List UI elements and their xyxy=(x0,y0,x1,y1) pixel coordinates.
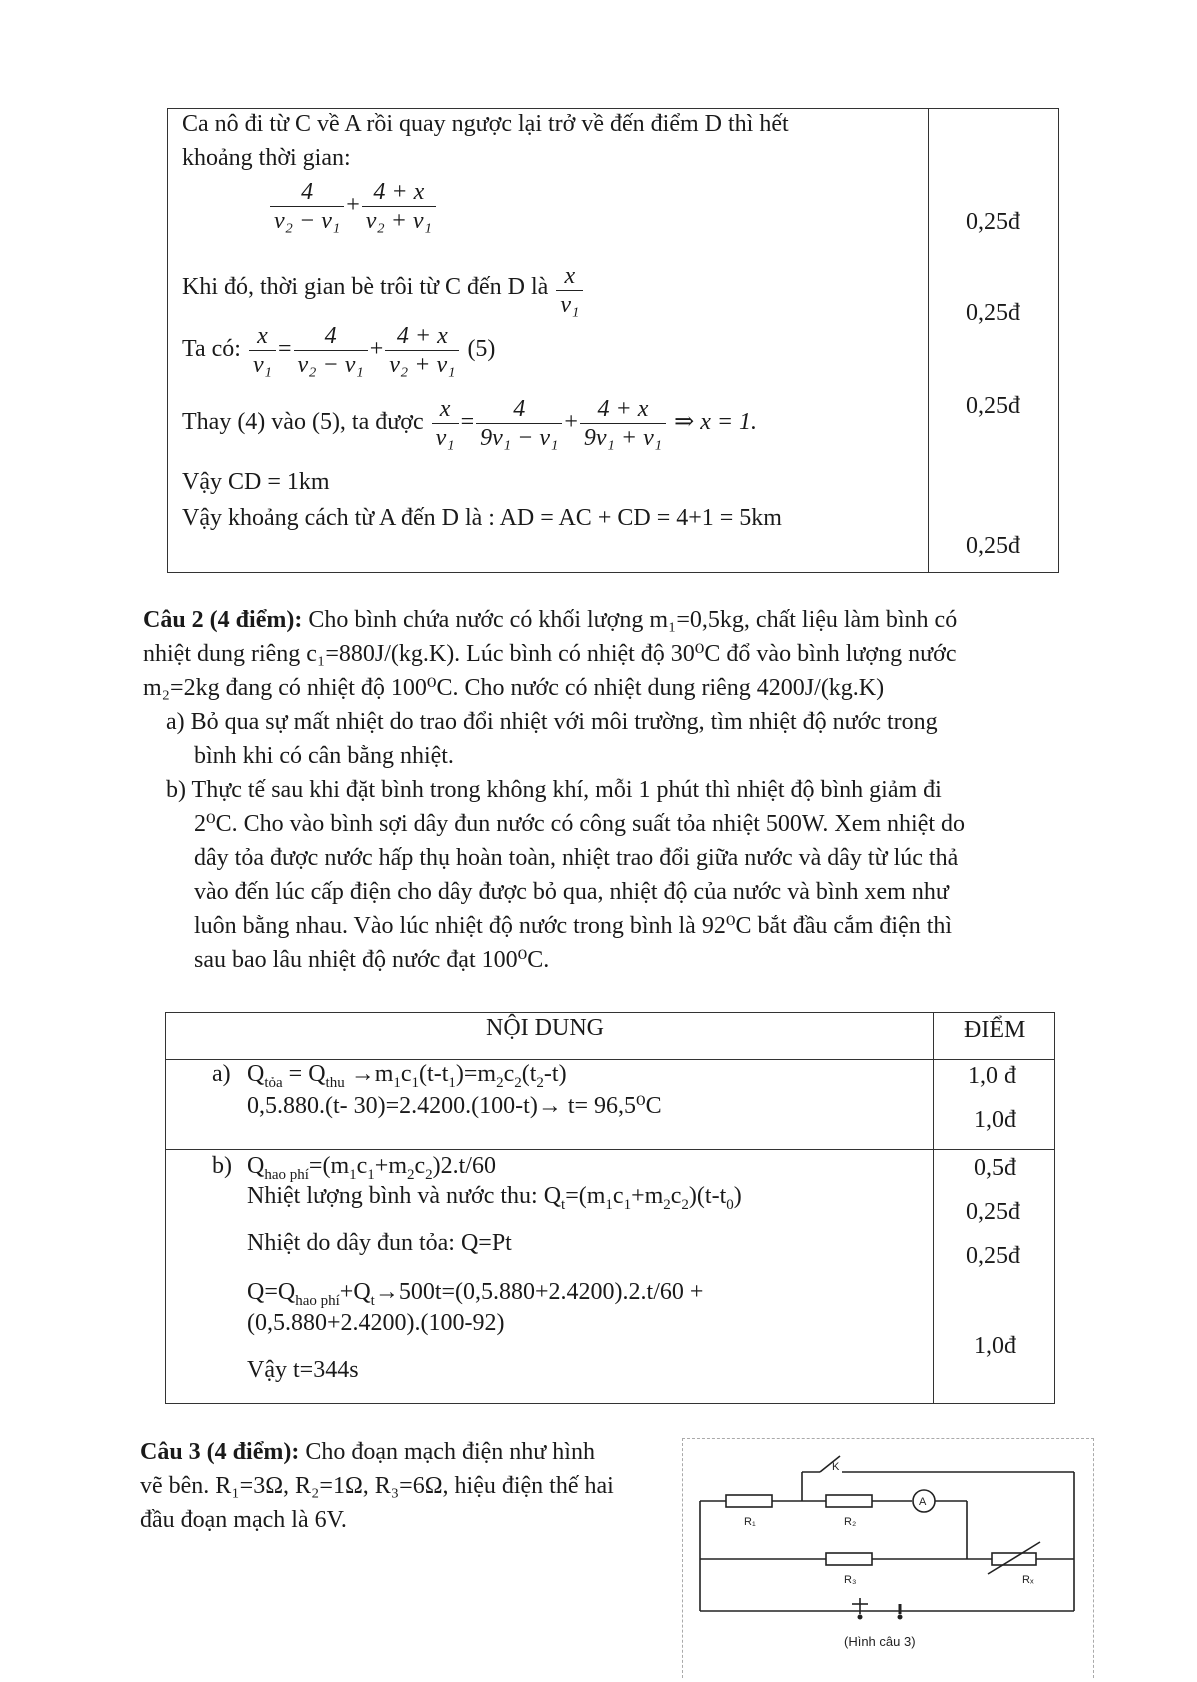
score: 1,0đ xyxy=(974,1333,1016,1359)
fraction: $\frac{4 + x}{\text{9v₁ + v₁}}$ xyxy=(580,395,666,452)
fraction: $\frac{4}{\text{v₂ − v₁}}$ xyxy=(294,322,368,379)
score: 1,0đ xyxy=(974,1107,1016,1133)
score: 0,25đ xyxy=(966,533,1020,559)
question-2b-line5: luôn bằng nhau. Vào lúc nhiệt độ nước trong bình là 92⁰C bắt đầu cắm điện thì xyxy=(194,913,953,939)
fraction: $\frac{x}{\text{v₁}}$ xyxy=(556,262,583,319)
fraction: $\frac{4}{\text{v₂ − v₁}}$ xyxy=(270,178,344,235)
question-heading: Câu 3 (4 điểm): xyxy=(140,1439,300,1465)
question-2a-line2: bình khi có cân bằng nhiệt. xyxy=(194,743,454,769)
fraction: $\frac{x}{\text{v₁}}$ xyxy=(249,322,276,379)
score: 0,25đ xyxy=(966,300,1020,326)
t1-line5: Thay (4) vào (5), ta được $\frac{x}{\text{v₁}}$ = $\frac{4}{\text{9v₁ − v₁}}$ + $\frac{4 + x}{\text{9v₁ + v₁}}$ ⇒ x = 1. xyxy=(182,396,758,451)
score: 0,25đ xyxy=(966,1199,1020,1225)
question-heading: Câu 2 (4 điểm): xyxy=(143,607,303,633)
score: 0,25đ xyxy=(966,209,1020,235)
row-a-label: a) xyxy=(212,1061,231,1087)
fraction: $\frac{x}{\text{v₁}}$ xyxy=(432,395,459,452)
resistor-r3 xyxy=(826,1553,872,1565)
circuit-diagram xyxy=(682,1438,1096,1674)
resistor-rx xyxy=(992,1553,1036,1565)
question-2b-line6: sau bao lâu nhiệt độ nước đạt 100⁰C. xyxy=(194,947,550,973)
score: 0,25đ xyxy=(966,393,1020,419)
row-b-line4: $Q=Q_{hao phí}+Q_t\to 500t=(0,5.880+2.4200).2.t/60$ + xyxy=(247,1279,704,1309)
resistor-r2 xyxy=(826,1495,872,1507)
question-3-line3: đầu đoạn mạch là 6V. xyxy=(140,1507,347,1533)
label-k: K xyxy=(832,1461,840,1473)
figure-caption: (Hình câu 3) xyxy=(844,1634,916,1649)
fraction: $\frac{4}{\text{9v₁ − v₁}}$ xyxy=(476,395,562,452)
terminal-dot xyxy=(898,1615,903,1620)
question-2b-line1: b) Thực tế sau khi đặt bình trong không khí, mỗi 1 phút thì nhiệt độ bình giảm đi xyxy=(166,777,942,803)
t1-line2: khoảng thời gian: xyxy=(182,145,351,171)
t1-line1: Ca nô đi từ C về A rồi quay ngược lại trở về đến điểm D thì hết xyxy=(182,111,789,137)
time-expression: $\frac{4}{\text{v₂ − v₁}}$ + $\frac{4 + x}{\text{v₂ + v₁}}$ xyxy=(268,178,438,235)
score: 0,5đ xyxy=(974,1155,1016,1181)
question-2b-line3: dây tỏa được nước hấp thụ hoàn toàn, nhiệt trao đổi giữa nước và dây từ lúc thả xyxy=(194,845,959,871)
fraction: $\frac{4 + x}{\text{v₂ + v₁}}$ xyxy=(362,178,436,235)
row-b-line5: (0,5.880+2.4200).(100-92) xyxy=(247,1310,505,1336)
resistor-r1 xyxy=(726,1495,772,1507)
row-b-line2: Nhiệt lượng bình và nước thu: $Q_t=(m_1c_1+m_2c_2)(t-t_0)$ xyxy=(247,1183,742,1213)
label-ammeter: A xyxy=(919,1496,927,1508)
label-r1: R₁ xyxy=(744,1516,756,1528)
t1-line6: Vậy CD = 1km xyxy=(182,469,330,495)
question-2a-line1: a) Bỏ qua sự mất nhiệt do trao đổi nhiệt với môi trường, tìm nhiệt độ nước trong xyxy=(166,709,938,735)
score: 0,25đ xyxy=(966,1243,1020,1269)
fraction: $\frac{4 + x}{\text{v₂ + v₁}}$ xyxy=(385,322,459,379)
column-divider xyxy=(928,109,929,572)
question-2b-line4: vào đến lúc cấp điện cho dây được bỏ qua, nhiệt độ của nước và bình xem như xyxy=(194,879,949,905)
question-2-line1: Câu 2 (4 điểm): Cho bình chứa nước có khối lượng m₁=0,5kg, chất liệu làm bình có xyxy=(143,607,958,633)
t1-line4: Ta có: $\frac{x}{\text{v₁}}$ = $\frac{4}{\text{v₂ − v₁}}$ + $\frac{4 + x}{\text{v₂ + v₁}}$ (5) xyxy=(182,323,496,378)
row-b-line3: Nhiệt do dây đun tỏa: Q=Pt xyxy=(247,1230,512,1256)
question-2-line3: m₂=2kg đang có nhiệt độ 100⁰C. Cho nước có nhiệt dung riêng 4200J/(kg.K) xyxy=(143,675,885,701)
row-a-line1: $Q_{tỏa} = Q_{thu} \to m_1c_1(t-t_1)=m_2c_2(t_2-t)$ xyxy=(247,1061,567,1091)
terminal-dot xyxy=(858,1615,863,1620)
t1-line7: Vậy khoảng cách từ A đến D là : AD = AC + CD = 4+1 = 5km xyxy=(182,505,782,531)
row-a-line2: 0,5.880.(t- 30)=2.4200.(100-t)→ t= 96,5⁰C xyxy=(247,1093,662,1119)
column-divider xyxy=(933,1013,934,1403)
label-r3: R₃ xyxy=(844,1574,857,1586)
label-rx: Rₓ xyxy=(1022,1574,1034,1586)
row-b-line1: $Q_{hao phí}=(m_1c_1+m_2c_2)2.t/60$ xyxy=(247,1153,496,1183)
header-content: NỘI DUNG xyxy=(486,1015,604,1041)
header-score: ĐIỂM xyxy=(964,1017,1026,1043)
score: 1,0 đ xyxy=(968,1063,1016,1089)
row-b-label: b) xyxy=(212,1153,232,1179)
label-r2: R₂ xyxy=(844,1516,857,1528)
question-3-line2: vẽ bên. R₁=3Ω, R₂=1Ω, R₃=6Ω, hiệu điện thế hai xyxy=(140,1473,614,1499)
question-2b-line2: 2⁰C. Cho vào bình sợi dây đun nước có công suất tỏa nhiệt 500W. Xem nhiệt do xyxy=(194,811,966,837)
question-2-line2: nhiệt dung riêng c₁=880J/(kg.K). Lúc bình có nhiệt độ 30⁰C đổ vào bình lượng nước xyxy=(143,641,957,667)
row-b-line6: Vậy t=344s xyxy=(247,1357,359,1383)
question-3-line1: Câu 3 (4 điểm): Cho đoạn mạch điện như hình xyxy=(140,1439,595,1465)
t1-line3: Khi đó, thời gian bè trôi từ C đến D là $\frac{x}{\text{v₁}}$ xyxy=(182,262,585,319)
